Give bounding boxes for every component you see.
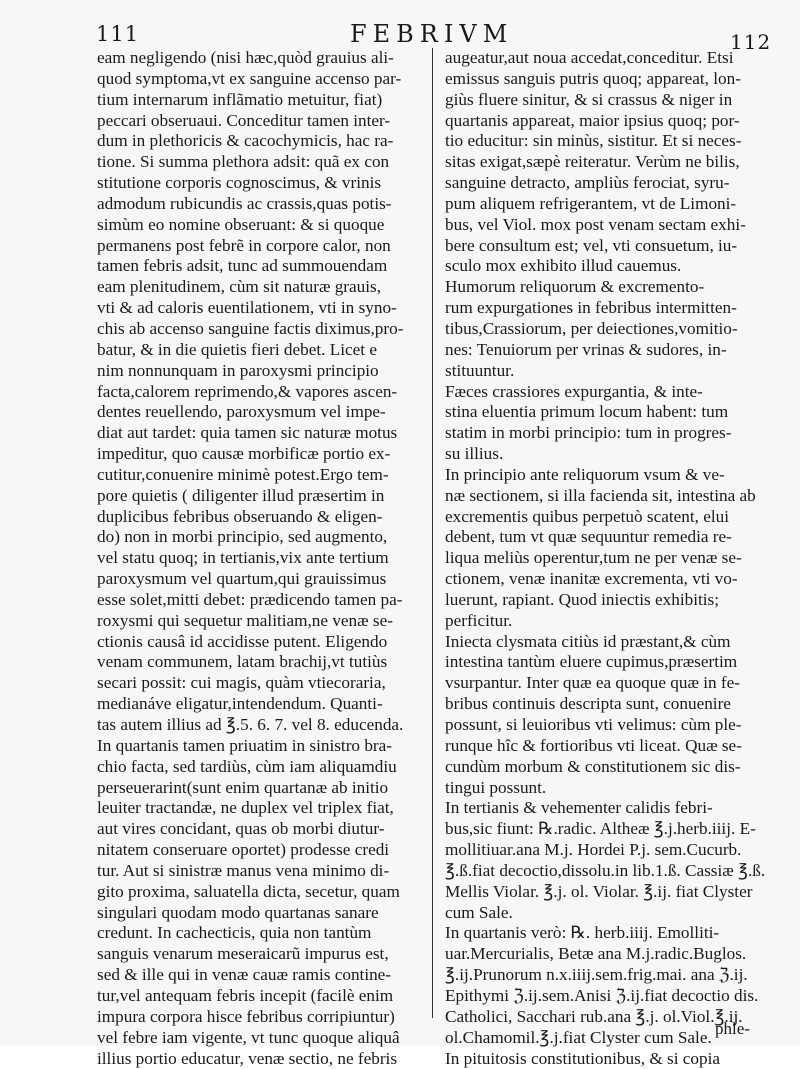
right-text-column — [445, 48, 765, 1069]
text-line: Iniecta clysmata citiùs id præstant,& cùm — [445, 632, 765, 653]
text-line: vel statu quoq; in tertianis,vix ante tertium — [97, 548, 419, 569]
text-line: tingui possunt. — [445, 778, 765, 799]
text-line: In quartanis tamen priuatim in sinistro bra- — [97, 736, 419, 757]
text-line: liqua meliùs operentur,tum ne per venæ se- — [445, 548, 765, 569]
text-line: stituuntur. — [445, 361, 765, 382]
text-line: vsurpantur. Inter quæ ea quoque quæ in fe- — [445, 673, 765, 694]
text-line: tium internarum inflãmatio metuitur, fiat) — [97, 90, 419, 111]
text-line: sanguine detracto, ampliùs ferociat, syru- — [445, 173, 765, 194]
text-line: chio facta, sed tardiùs, cùm iam aliquamdiu — [97, 757, 419, 778]
text-line: Humorum reliquorum & excremento- — [445, 277, 765, 298]
text-line: duplicibus febribus obseruando & eligen- — [97, 507, 419, 528]
text-line: tibus,Crassiorum, per deiectiones,vomitio- — [445, 319, 765, 340]
text-line: admodum rubicundis ac crassis,quas potis- — [97, 194, 419, 215]
text-line: Mellis Violar. ℥.j. ol. Violar. ℥.ij. fiat Clyster — [445, 882, 765, 903]
text-line: secari possit: cui magis, quàm vtiecoraria, — [97, 673, 419, 694]
text-line: sed & ille qui in venæ cauæ ramis contine- — [97, 965, 419, 986]
text-line: medianáve eligatur,intendendum. Quanti- — [97, 694, 419, 715]
text-line: intestina tantùm eluere cupimus,præsertim — [445, 652, 765, 673]
text-line: batur, & in die quietis fieri debet. Licet e — [97, 340, 419, 361]
text-line: næ sectionem, si illa facienda sit, intestina ab — [445, 486, 765, 507]
text-line: possunt, si leuioribus vti velimus: cùm ple- — [445, 715, 765, 736]
text-line: In quartanis verò: ℞. herb.iiij. Emolliti- — [445, 923, 765, 944]
text-line: ctionem, venæ inanitæ excrementa, vti vo- — [445, 569, 765, 590]
text-line: ctionis causâ id accidisse putent. Eligendo — [97, 632, 419, 653]
text-line: diat aut tardet: quia tamen sic naturæ motus — [97, 423, 419, 444]
text-line: ol.Chamomil.℥.j.fiat Clyster cum Sale. — [445, 1028, 765, 1049]
text-line: peccari obseruaui. Conceditur tamen inter- — [97, 111, 419, 132]
text-line: roxysmi qui sequetur malitiam,ne venæ se- — [97, 611, 419, 632]
text-line: impura corpora hisce febribus corripiuntur) — [97, 1007, 419, 1028]
text-line: mollitiuar.ana M.j. Hordei P.j. sem.Cucurb. — [445, 840, 765, 861]
text-line: stitutione corporis cognoscimus, & vrinis — [97, 173, 419, 194]
text-line: paroxysmum vel quartum,qui grauissimus — [97, 569, 419, 590]
text-line: bus, vel Viol. mox post venam sectam exhi- — [445, 215, 765, 236]
text-line: sanguis venarum meseraicarũ impurus est, — [97, 944, 419, 965]
text-line: eam negligendo (nisi hæc,quòd grauius ali- — [97, 48, 419, 69]
text-line: do) non in morbi principio, sed augmento, — [97, 527, 419, 548]
text-line: augeatur,aut noua accedat,conceditur. Etsi — [445, 48, 765, 69]
column-divider — [432, 48, 433, 1018]
text-line: bus,sic fiunt: ℞.radic. Altheæ ℥.j.herb.iiij. E- — [445, 819, 765, 840]
text-line: singulari quodam modo quartanas sanare — [97, 903, 419, 924]
text-line: tio educitur: sin minùs, sistitur. Et si neces- — [445, 131, 765, 152]
text-line: vel febre iam vigente, vt tunc quoque aliquâ — [97, 1028, 419, 1049]
text-line: bere consultum est; vel, vti consuetum, iu- — [445, 236, 765, 257]
text-line: cutitur,conuenire minimè potest.Ergo tem- — [97, 465, 419, 486]
text-line: eam plenitudinem, cùm sit naturæ grauis, — [97, 277, 419, 298]
text-line: impeditur, quo causæ morbificæ portio ex- — [97, 444, 419, 465]
text-line: Catholici, Sacchari rub.ana ℥.j. ol.Viol.℥.ij. — [445, 1007, 765, 1028]
text-line: stina eluentia primum locum habent: tum — [445, 402, 765, 423]
text-line: debent, tum vt quæ sequuntur remedia re- — [445, 527, 765, 548]
page-number-right: 112 — [730, 30, 771, 54]
text-line: In principio ante reliquorum vsum & ve- — [445, 465, 765, 486]
text-line: pum aliquem refrigerantem, vt de Limoni- — [445, 194, 765, 215]
text-line: gito proxima, saluatella dicta, secetur, quam — [97, 882, 419, 903]
text-line: cundùm morbum & constitutionem sic dis- — [445, 757, 765, 778]
text-line: quartanis appareat, maior ipsius quoq; por- — [445, 111, 765, 132]
text-line: Fæces crassiores expurgantia, & inte- — [445, 382, 765, 403]
text-line: nitatem conseruare oportet) prodesse credi — [97, 840, 419, 861]
text-line: simùm eo nomine obseruant: & si quoque — [97, 215, 419, 236]
text-line: quod symptoma,vt ex sanguine accenso par- — [97, 69, 419, 90]
text-line: bribus continuis descripta sunt, conuenire — [445, 694, 765, 715]
text-line: emissus sanguis putris quoq; appareat, lon- — [445, 69, 765, 90]
text-line: vti & ad caloris euentilationem, vti in syno- — [97, 298, 419, 319]
text-line: chis ab accenso sanguine factis diximus,pro- — [97, 319, 419, 340]
page-number-left: 111 — [96, 22, 139, 46]
text-line: dentes reuellendo, paroxysmum vel impe- — [97, 402, 419, 423]
text-line: tamen febris adsit, tunc ad summouendam — [97, 256, 419, 277]
text-line: aut vires concidant, quas ob morbi diutur- — [97, 819, 419, 840]
text-line: statim in morbi principio: tum in progres- — [445, 423, 765, 444]
text-line: dum in plethoricis & cacochymicis, hac ra- — [97, 131, 419, 152]
text-line: cum Sale. — [445, 903, 765, 924]
catchword: phle- — [715, 1019, 750, 1039]
text-line: ℥.ß.fiat decoctio,dissolu.in lib.1.ß. Cassiæ ℥.ß. — [445, 861, 765, 882]
text-line: su illius. — [445, 444, 765, 465]
text-line: In pituitosis constitutionibus, & si copia — [445, 1049, 765, 1069]
text-line: facta,calorem reprimendo,& vapores ascen- — [97, 382, 419, 403]
text-line: luerunt, rapiant. Quod iniectis exhibitis; — [445, 590, 765, 611]
text-line: runque hîc & fortioribus vti liceat. Quæ se- — [445, 736, 765, 757]
text-line: perseuerarint(sunt enim quartanæ ab initio — [97, 778, 419, 799]
text-line: credunt. In cachecticis, quia non tantùm — [97, 923, 419, 944]
text-line: uar.Mercurialis, Betæ ana M.j.radic.Buglos. — [445, 944, 765, 965]
text-line: sculo mox exhibito illud cauemus. — [445, 256, 765, 277]
text-line: giùs fluere sinitur, & si crassus & niger in — [445, 90, 765, 111]
text-line: pore quietis ( diligenter illud præsertim in — [97, 486, 419, 507]
text-line: In tertianis & vehementer calidis febri- — [445, 798, 765, 819]
text-line: nes: Tenuiorum per vrinas & sudores, in- — [445, 340, 765, 361]
text-line: excrementis quibus perpetuò scatent, elui — [445, 507, 765, 528]
text-line: nim nonnunquam in paroxysmi principio — [97, 361, 419, 382]
text-line: tur,vel antequam febris incepit (facilè enim — [97, 986, 419, 1007]
text-line: perficitur. — [445, 611, 765, 632]
running-title: FEBRIVM — [350, 20, 513, 48]
text-line: tione. Si summa plethora adsit: quã ex con — [97, 152, 419, 173]
text-line: venam communem, latam brachij,vt tutiùs — [97, 652, 419, 673]
text-line: illius portio educatur, venæ sectio, ne febris — [97, 1049, 419, 1069]
text-line: Epithymi ℨ.ij.sem.Anisi ℨ.ij.fiat decoctio dis. — [445, 986, 765, 1007]
text-line: esse solet,mitti debet: prædicendo tamen pa- — [97, 590, 419, 611]
text-line: permanens post febrẽ in corpore calor, non — [97, 236, 419, 257]
text-line: ℥.ij.Prunorum n.x.iiij.sem.frig.mai. ana ℨ.ij. — [445, 965, 765, 986]
text-line: rum expurgationes in febribus intermitten- — [445, 298, 765, 319]
text-line: tas autem illius ad ℥.5. 6. 7. vel 8. educenda. — [97, 715, 419, 736]
text-line: sitas exigat,sæpè reiteratur. Verùm ne bilis, — [445, 152, 765, 173]
left-text-column — [97, 48, 419, 1069]
text-line: leuiter tractandæ, ne duplex vel triplex fiat, — [97, 798, 419, 819]
text-line: tur. Aut si sinistræ manus vena minimo di- — [97, 861, 419, 882]
